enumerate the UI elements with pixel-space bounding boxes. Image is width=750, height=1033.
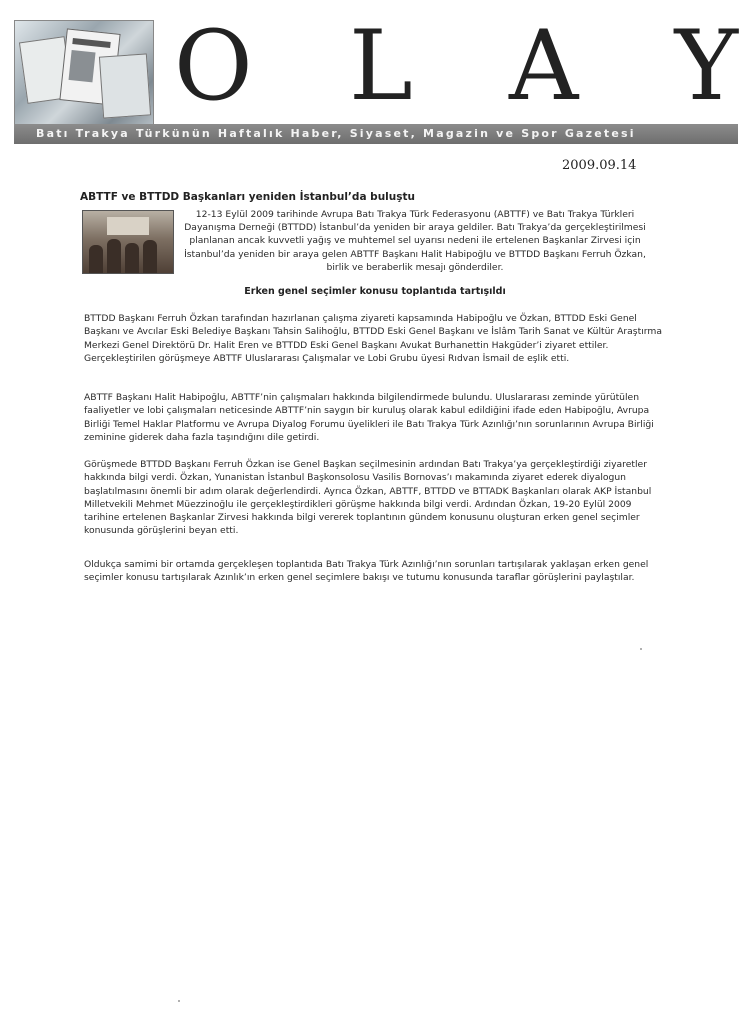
- article-headline: ABTTF ve BTTDD Başkanları yeniden İstanbul’da buluştu: [80, 191, 415, 203]
- article-paragraph: BTTDD Başkanı Ferruh Özkan tarafından hazırlanan çalışma ziyareti kapsamında Habipoğlu ve Özkan, BTTDD Eski Genel Başkanı ve Avcılar Eski Belediye Başkanı Tahsin Salihoğlu, BTTDD Eski Genel Başkanı ve İslâm Tarih Sanat ve Kültür Araştırma Merkezi Genel Direktörü Dr. Halit Eren ve BTTDD Eski Genel Başkanı Avukat Burhanettin Hakgüder’i ziyaret ettiler. Gerçekleştirilen görüşmeye ABTTF Uluslararası Çalışmalar ve Lobi Grubu üyesi Rıdvan İsmail de eşlik etti.: [84, 313, 662, 364]
- scan-speck: [640, 648, 642, 650]
- logo-letter: A: [509, 10, 579, 122]
- article-paragraph: Oldukça samimi bir ortamda gerçekleşen toplantıda Batı Trakya Türk Azınlığı’nın sorunları tartışılarak yaklaşan erken genel seçimler konusu tartışılarak Azınlık’ın erken genel seçimlere bakışı ve tutumu konusunda taraflar görüşlerini paylaştılar.: [84, 559, 649, 584]
- logo-letter: L: [348, 10, 413, 122]
- article-paragraph: Görüşmede BTTDD Başkanı Ferruh Özkan ise Genel Başkan seçilmesinin ardından Batı Trakya’ya gerçekleştirdiği ziyaretler hakkında bilgi verdi. Özkan, Yunanistan İstanbul Başkonsolosu Vasilis Bornovas’ı makamında ziyaret ederek diyalogun başlatılmasını önemli bir adım olarak değerlendirdi. Ayrıca Özkan, ABTTF, BTTDD ve BTTADK Başkanları olarak AKP İstanbul Milletvekili Mehmet Müezzinoğlu ile gerçekleştirdikleri görüşme hakkında bilgi verdi. Ardından Özkan, 19-20 Eylül 2009 tarihine ertelenen Başkanlar Zirvesi hakkında bilgi vererek toplantının gündem konusunu oluşturan erken genel seçimler konusunda görüşlerini beyan etti.: [84, 459, 652, 537]
- article-paragraph: ABTTF Başkanı Halit Habipoğlu, ABTTF’nin çalışmaları hakkında bilgilendirmede bulundu. Uluslararası zeminde yürütülen faaliyetler ve lobi çalışmaları neticesinde ABTTF’nin saygın bir kuruluş olarak kabul edildiğini ifade eden Habipoğlu, Avrupa Birliği Temel Haklar Platformu ve Avrupa Diyalog Forumu üyelikleri ile Batı Trakya Türk Azınlığı’nın sorunlarının Avrupa Birliği zeminine giderek daha fazla taşındığını dile getirdi.: [84, 392, 654, 443]
- scan-speck: [178, 1000, 180, 1002]
- photo-person: [125, 243, 139, 273]
- logo-letter: Y: [674, 10, 738, 122]
- logo-letter: O: [174, 10, 253, 122]
- newspaper-image-3: [99, 53, 151, 118]
- article-intro: 12-13 Eylül 2009 tarihinde Avrupa Batı Trakya Türk Federasyonu (ABTTF) ve Batı Trakya Türkleri Dayanışma Derneği (BTTDD) İstanbul’da yeniden bir araya geldiler. Batı Trakya’da gerçekleştirilmesi planlanan ancak kuvvetli yağış ve muhtemel sel uyarısı nedeni ile ertelenen Başkanlar Zirvesi için İstanbul’da yeniden bir araya gelen ABTTF Başkanı Halit Habipoğlu ve BTTDD Başkanı Ferruh Özkan, birlik ve beraberlik mesajı gönderdiler.: [184, 209, 646, 273]
- masthead-tagline: Batı Trakya Türkünün Haftalık Haber, Siyaset, Magazin ve Spor Gazetesi: [14, 124, 738, 144]
- photo-person: [89, 245, 103, 273]
- newspaper-masthead: [14, 10, 738, 141]
- photo-person: [143, 240, 157, 273]
- masthead-newspapers-image: [14, 20, 154, 130]
- photo-backdrop: [107, 217, 149, 235]
- photo-person: [107, 239, 121, 273]
- masthead-logo: [174, 10, 738, 122]
- publication-date: 2009.09.14: [562, 158, 637, 173]
- article-subheading: Erken genel seçimler konusu toplantıda tartışıldı: [244, 286, 506, 297]
- article-photo: [82, 210, 174, 274]
